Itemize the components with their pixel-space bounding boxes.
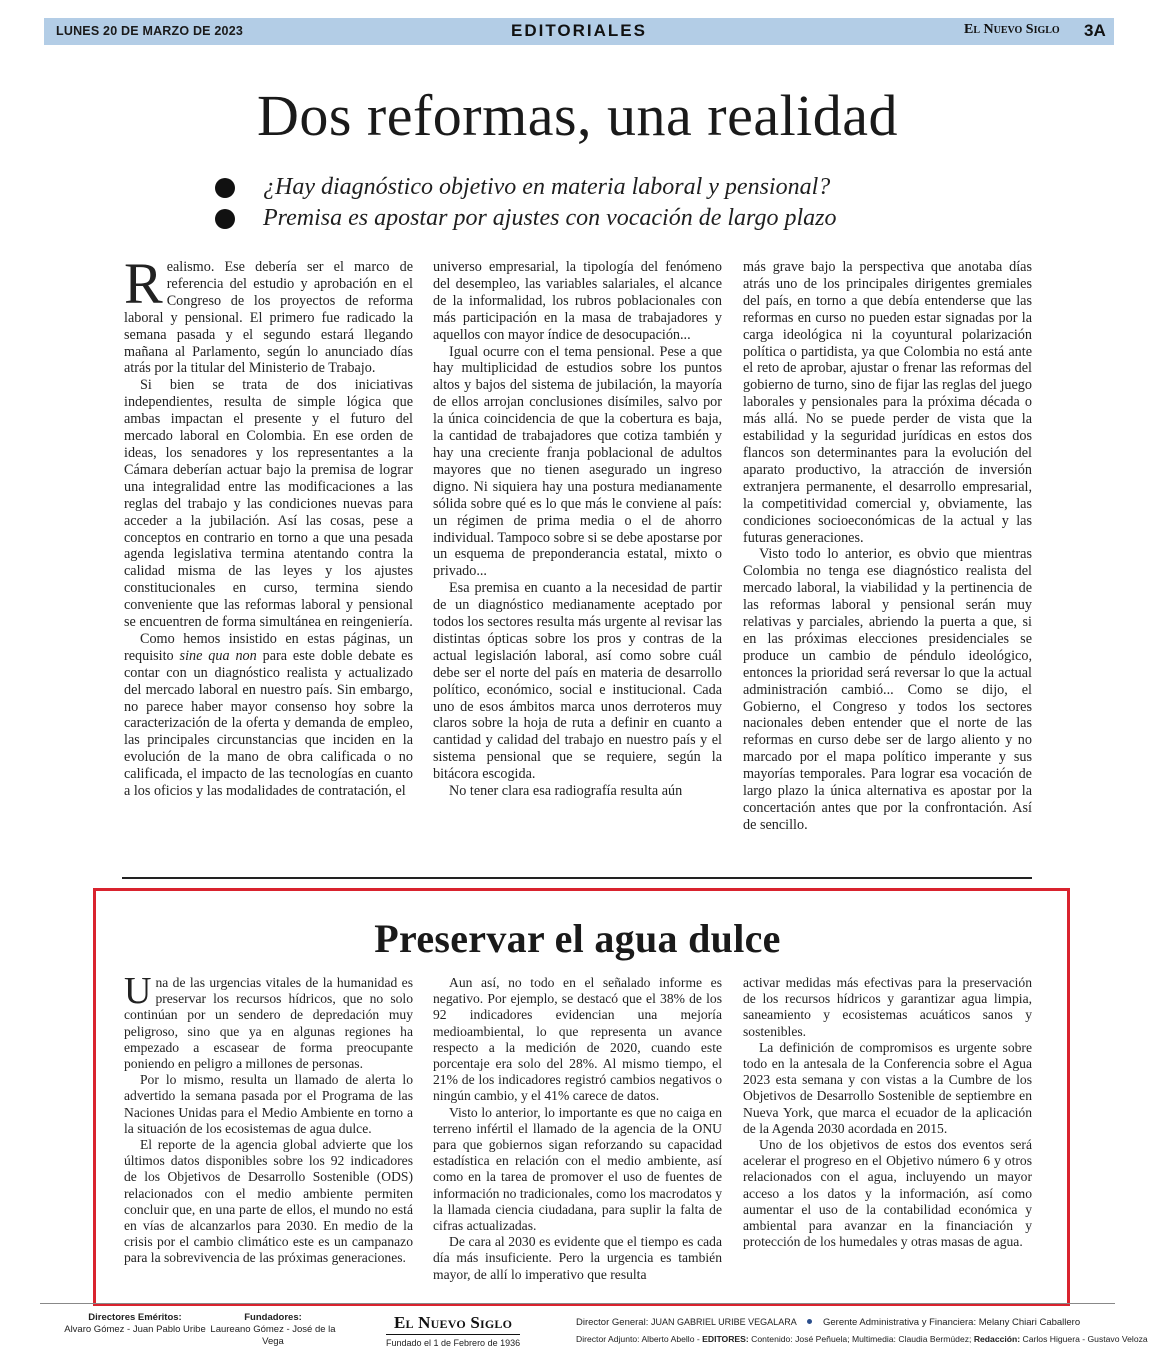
editorial-2-column-2 <box>433 975 722 1283</box>
paragraph: universo empresarial, la tipología del fenómeno del desempleo, las variables salariales, el alcance de la informalidad, los rubros poblacionales con más participación en la masa de trabajadores y aquellos con mayor índice de desocupación... <box>433 259 722 343</box>
paragraph-text: Como hemos insistido en estas páginas, un requisito <box>124 630 413 664</box>
summary-bullet-text: Premisa es apostar por ajustes con vocación de largo plazo <box>263 205 837 231</box>
paragraph: No tener clara esa radiografía resulta aún <box>449 783 683 800</box>
footer-label: EDITORES: <box>702 1334 749 1344</box>
footer-founders <box>203 1312 343 1348</box>
summary-bullet-text: ¿Hay diagnóstico objetivo en materia laboral y pensional? <box>263 174 831 200</box>
paragraph-text: na de las urgencias vitales de la humanidad es preservar los recursos hídricos, que no solo continúan por un sendero de depredación muy peligroso, sino que ya en algunas regiones ha empezado a escasear de forma preocupante poniendo en peligro a millones de personas. <box>124 975 413 1072</box>
founded-date: Fundado el 1 de Febrero de 1936 <box>386 1338 521 1348</box>
paragraph: El reporte de la agencia global advierte que los últimos datos disponibles sobre los 92 indicadores de los Objetivos de Desarrollo Sostenible (ODS) relacionados con el medio ambiente permiten concluir que, en una parte de ellos, el mundo no está en vías de alcanzarlos para 2030. En medio de la crisis por el cambio climático este es un campanazo para la sobrevivencia de las próximas generaciones. <box>124 1137 413 1266</box>
editorial-2-title: Preservar el agua dulce <box>374 916 781 961</box>
paragraph-text: para este doble debate es contar con un diagnóstico realista y actualizado del mercado laboral en nuestro país. Sin embargo, no parece haber mayor consenso hoy sobre la caracterización de la oferta y demanda de empleo, las principales circunstancias que inciden en la evolución de la mano de obra calificada o no calificada, el impacto de las tecnologías en cuanto a los oficios y las modalidades de contratación, el <box>124 647 413 800</box>
summary-bullet <box>215 172 975 203</box>
footer-label: Director General: <box>576 1317 649 1328</box>
footer-names: Claudia Bermúdez; <box>898 1334 972 1344</box>
drop-cap: R <box>124 251 163 316</box>
summary-bullet <box>215 203 975 234</box>
masthead-brand: El Nuevo Siglo <box>964 22 1060 37</box>
editorial-1-column-1 <box>124 251 413 800</box>
paragraph-text: ealismo. Ese debería ser el marco de referencia del estudio y aprobación en el Congreso de los proyectos de reforma laboral y pensional. El primero fue radicado la semana pasada y el segundo estará llegando mañana al Parlamento, según lo anunciado días atrás por la titular del Ministerio de Trabajo. <box>124 259 413 377</box>
section-divider <box>122 877 1032 879</box>
footer-staff <box>576 1314 1148 1348</box>
footer-names: JUAN GABRIEL URIBE VEGALARA <box>650 1317 797 1327</box>
footer-label: Redacción: <box>973 1334 1021 1344</box>
footer-names: Alvaro Gómez - Juan Pablo Uribe <box>64 1324 206 1335</box>
editorial-1-column-2 <box>433 259 722 800</box>
paragraph: La definición de compromisos es urgente sobre todo en la antesala de la Conferencia sobre el Agua 2023 esta semana y con vistas a la Cumbre de los Objetivos de Desarrollo Sostenible de septiembre en Nueva York, que marca el ecuador de la aplicación de la Agenda 2030 acordada en 2015. <box>743 1039 1032 1136</box>
footer-names: José Peñuela; <box>795 1334 850 1344</box>
footer-logo <box>386 1313 520 1348</box>
staff-line-2: Director Adjunto: Alberto Abello - EDITORES: Contenido: José Peñuela; Multimedia: Claudia Bermúdez; Redacción: Carlos Higuera - Gustavo Veloza <box>576 1334 1148 1344</box>
paragraph: Visto todo lo anterior, es obvio que mientras Colombia no tenga ese diagnóstico realista del mercado laboral, la viabilidad y la pertinencia de las reformas laboral y pensional serán muy relativas y parciales, abriendo la puerta a que, si en las próximas elecciones presidenciales se produce un cambio de péndulo ideológico, entonces la prioridad será reversar lo que la actual administración cambió... Como se dijo, el Gobierno, el Congreso y todos los sectores nacionales deben entender que el norte de las reformas en curso debe ser de largo aliento y no marcado por el mapa político imperante y sus mayorías temporales. Para lograr esa vocación de largo plazo la única alternativa es apostar por la concertación antes que por la confrontación. Así de sencillo. <box>743 546 1032 833</box>
latin-phrase: sine qua non <box>179 647 257 664</box>
issue-date: LUNES 20 DE MARZO DE 2023 <box>56 24 243 38</box>
footer-emeritus-directors <box>60 1312 210 1336</box>
editorial-1-column-3 <box>743 259 1032 834</box>
footer-names: Carlos Higuera - Gustavo Veloza <box>1022 1334 1148 1344</box>
section-name: EDITORIALES <box>511 21 647 40</box>
bullet-dot-icon <box>215 178 235 198</box>
footer-names: Melany Chiari Caballero <box>978 1317 1081 1328</box>
footer-label: Multimedia: <box>851 1334 896 1344</box>
paragraph: Igual ocurre con el tema pensional. Pese a que hay multiplicidad de estudios sobre los puntos altos y bajos del sistema de jubilación, la mayoría de ellos arrojan conclusiones disímiles, salvo por la única coincidencia de que la cobertura es baja, la cantidad de trabajadores que cotiza también y hay una creciente franja poblacional de adultos mayores que no tienen asegurado un ingreso digno. Ni siquiera hay una postura medianamente sólida sobre qué es lo que más le conviene al país: un régimen de prima media o el de ahorro individual. Tampoco sobre si se debe apostarse por un esquema de preponderancia estatal, mixto o privado... <box>433 343 722 580</box>
editorial-1-title: Dos reformas, una realidad <box>256 83 899 148</box>
logo-name: El Nuevo Siglo <box>386 1313 520 1335</box>
staff-line-1 <box>576 1314 1116 1331</box>
paragraph <box>124 631 413 800</box>
footer-label: Gerente Administrativa y Financiera: <box>822 1317 977 1328</box>
paragraph: activar medidas más efectivas para la preservación de los recursos hídricos y garantizar agua limpia, saneamiento y ecosistemas acuáticos sanos y sostenibles. <box>743 975 1032 1039</box>
drop-cap: U <box>124 970 152 1012</box>
paragraph: Uno de los objetivos de estos dos eventos será acelerar el progreso en el Objetivo número 6 y otros relacionados con el agua, incluyendo un mayor acceso a los datos y la información, así como aumentar el uso de la contabilidad económica y ambiental para avanzar en la financiación y protección de los humedales y otras masas de agua. <box>743 1137 1032 1250</box>
editorial-1-summary <box>215 172 975 234</box>
paragraph: Por lo mismo, resulta un llamado de alerta lo advertido la semana pasada por el Programa de las Naciones Unidas para el Medio Ambiente en torno a la situación de los ecosistemas de agua dulce. <box>124 1072 413 1136</box>
page-number: 3A <box>1084 21 1106 40</box>
footer-label: Directores Eméritos: <box>88 1312 182 1323</box>
editorial-2-column-3 <box>743 975 1032 1250</box>
editorial-2-column-1 <box>124 970 413 1267</box>
paragraph: Aun así, no todo en el señalado informe es negativo. Por ejemplo, se destacó que el 38% de los 92 indicadores evidencian una mejoría medioambiental, lo que representa un avance respecto a la medición de 2020, cuando este porcentaje era solo del 28%. Al mismo tiempo, el 21% de los indicadores registró cambios negativos o ningún cambio, y el 41% carece de datos. <box>433 975 722 1104</box>
bullet-dot-icon <box>215 209 235 229</box>
footer-label: Director Adjunto: <box>576 1334 640 1344</box>
footer-names: Alberto Abello <box>641 1334 695 1344</box>
paragraph: más grave bajo la perspectiva que anotaba días atrás uno de los principales dirigentes gremiales del país, en torno a que debía entenderse que las reformas en curso no pueden estar signadas por la carga ideológica ni la coyuntural polarización política o partidista, ya que Colombia no está ante el reto de aprobar, ajustar o frenar las reformas del gobierno de turno, sino de fijar las reglas del juego laborales y pensionales para la próxima década o más allá. No se puede perder de vista que la estabilidad y la seguridad jurídicas en estos dos flancos son determinantes para la evolución del aparato productivo, la atracción de inversión extranjera permanente, el desarrollo empresarial, la competitividad comercial y, obviamente, las condiciones socioeconómicas de la actual y las futuras generaciones. <box>743 259 1032 546</box>
footer-names: Laureano Gómez - José de la Vega <box>210 1324 336 1347</box>
paragraph: Esa premisa en cuanto a la necesidad de partir de un diagnóstico medianamente aceptado por todos los sectores resulta más urgente al revisar las distintas ópticas sobre los pros y contras de la actual legislación laboral, así como sobre cuál debe ser el norte del país en materia de desarrollo político, económico, social e institucional. Cada uno de esos ámbitos marca unos derroteros muy claros sobre la hoja de ruta a definir en cuanto a cantidad y calidad del trabajo en nuestro país y el sistema pensional que se requiere, según la bitácora escogida. <box>433 580 722 783</box>
footer-label: Contenido: <box>751 1334 793 1344</box>
page-header-bar <box>44 18 1114 45</box>
separator-dot-icon <box>807 1319 812 1324</box>
paragraph: De cara al 2030 es evidente que el tiempo es cada día más insuficiente. Pero la urgencia es también mayor, de allí lo imperativo que resulta <box>433 1234 722 1282</box>
paragraph: Visto lo anterior, lo importante es que no caiga en terreno infértil el llamado de la agencia de la ONU para que gobiernos sigan reforzando su capacidad estadística en relación con el medio ambiente, así como en la tarea de promover el uso de fuentes de información no tradicionales, como los macrodatos y la llamada ciencia ciudadana, para suplir la falta de cifras actualizadas. <box>433 1104 722 1234</box>
footer-label: Fundadores: <box>244 1312 302 1323</box>
paragraph <box>124 970 413 1072</box>
paragraph: Si bien se trata de dos iniciativas independientes, resulta de simple lógica que ambas impactan el presente y el futuro del mercado laboral en Colombia. En ese orden de ideas, los senadores y los representantes a la Cámara deberían actuar bajo la premisa de lograr una integralidad entre las modificaciones a las reglas del trabajo y las condiciones nuevas para acceder a la jubilación. Así las cosas, pese a conceptos en contrario en torno a que una pesada agenda legislativa termina atentando contra la calidad misma de las leyes y los ajustes constitucionales en curso, termina siendo conveniente que las reformas laboral y pensional se encuentren de forma simultánea en reingeniería. <box>124 377 413 631</box>
paragraph <box>124 251 413 377</box>
footer-divider <box>40 1303 1115 1304</box>
